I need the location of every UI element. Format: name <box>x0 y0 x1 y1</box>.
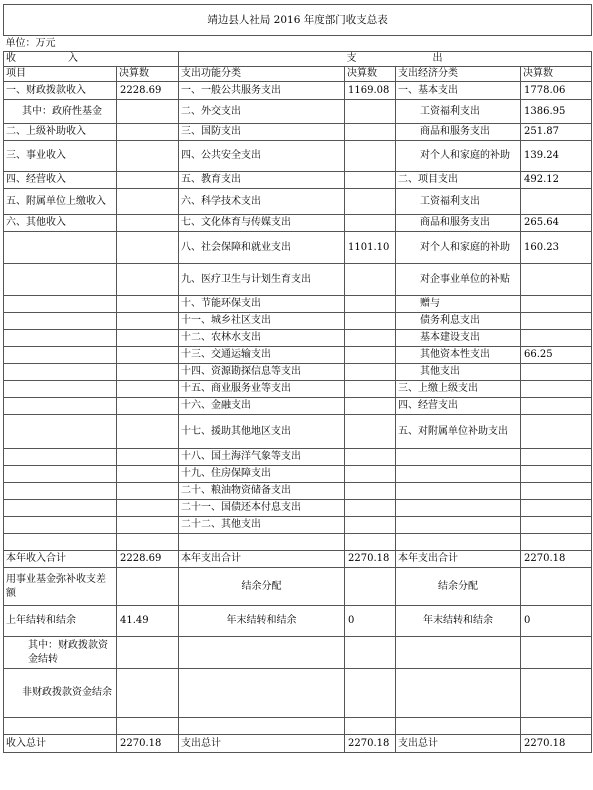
economic-amount-cell <box>521 415 592 449</box>
function-item-cell <box>179 534 345 551</box>
income-item-cell <box>4 483 117 500</box>
function-item-cell: 二十、粮油物资储备支出 <box>179 483 345 500</box>
income-item-cell: 其中：政府性基金 <box>4 100 117 124</box>
function-item-cell: 二十二、其他支出 <box>179 517 345 534</box>
function-amount-cell <box>345 534 396 551</box>
economic-item-cell: 年末结转和结余 <box>396 606 521 637</box>
income-item-cell <box>4 381 117 398</box>
income-item-cell: 三、事业收入 <box>4 141 117 172</box>
economic-amount-cell <box>521 313 592 330</box>
function-item-cell <box>179 718 345 735</box>
function-item-cell: 九、医疗卫生与计划生育支出 <box>179 264 345 296</box>
income-amount-cell <box>117 215 179 232</box>
income-amount-cell <box>117 296 179 313</box>
economic-item-cell <box>396 500 521 517</box>
income-amount-cell <box>117 517 179 534</box>
function-item-cell: 一、一般公共服务支出 <box>179 82 345 100</box>
income-amount-cell <box>117 718 179 735</box>
function-item-cell: 七、文化体育与传媒支出 <box>179 215 345 232</box>
economic-item-cell <box>396 483 521 500</box>
income-amount-cell: 2228.69 <box>117 551 179 568</box>
economic-amount-cell <box>521 466 592 483</box>
function-amount-cell <box>345 415 396 449</box>
economic-amount-cell <box>521 669 592 718</box>
economic-item-cell: 工资福利支出 <box>396 100 521 124</box>
economic-item-cell <box>396 637 521 669</box>
income-item-cell <box>4 718 117 735</box>
income-amount-cell: 2228.69 <box>117 82 179 100</box>
economic-amount-cell: 2270.18 <box>521 551 592 568</box>
income-item-cell <box>4 330 117 347</box>
income-item-cell: 其中：财政拨款资金结转 <box>4 637 117 669</box>
budget-table <box>3 4 592 753</box>
header-cell: 支出功能分类 <box>179 67 345 82</box>
function-item-cell: 十、节能环保支出 <box>179 296 345 313</box>
income-item-cell: 一、财政拨款收入 <box>4 82 117 100</box>
income-item-cell: 非财政拨款资金结余 <box>4 669 117 718</box>
economic-amount-cell: 1386.95 <box>521 100 592 124</box>
income-item-cell <box>4 398 117 415</box>
economic-amount-cell <box>521 718 592 735</box>
income-amount-cell <box>117 264 179 296</box>
economic-item-cell: 四、经营支出 <box>396 398 521 415</box>
table-row <box>4 381 592 398</box>
function-item-cell: 二十一、国债还本付息支出 <box>179 500 345 517</box>
economic-amount-cell <box>521 264 592 296</box>
economic-amount-cell <box>521 398 592 415</box>
income-item-cell: 收入总计 <box>4 735 117 753</box>
function-amount-cell <box>345 100 396 124</box>
function-item-cell: 十七、援助其他地区支出 <box>179 415 345 449</box>
economic-item-cell <box>396 669 521 718</box>
table-row <box>4 637 592 669</box>
table-row <box>4 398 592 415</box>
economic-item-cell: 本年支出合计 <box>396 551 521 568</box>
table-row <box>4 100 592 124</box>
economic-item-cell: 结余分配 <box>396 568 521 606</box>
function-item-cell: 六、科学技术支出 <box>179 189 345 215</box>
economic-amount-cell: 251.87 <box>521 124 592 141</box>
income-amount-cell <box>117 330 179 347</box>
table-row <box>4 232 592 264</box>
table-row <box>4 415 592 449</box>
economic-amount-cell <box>521 330 592 347</box>
function-item-cell: 年末结转和结余 <box>179 606 345 637</box>
economic-item-cell <box>396 517 521 534</box>
economic-amount-cell <box>521 534 592 551</box>
table-row <box>4 364 592 381</box>
function-item-cell <box>179 669 345 718</box>
income-item-cell <box>4 500 117 517</box>
function-amount-cell <box>345 398 396 415</box>
economic-amount-cell <box>521 637 592 669</box>
function-item-cell: 三、国防支出 <box>179 124 345 141</box>
income-amount-cell <box>117 141 179 172</box>
section-expense: 支 出 <box>345 52 592 67</box>
table-row <box>4 189 592 215</box>
table-row <box>4 215 592 232</box>
function-amount-cell: 2270.18 <box>345 551 396 568</box>
economic-item-cell: 三、上缴上级支出 <box>396 381 521 398</box>
economic-amount-cell: 139.24 <box>521 141 592 172</box>
economic-amount-cell <box>521 296 592 313</box>
economic-amount-cell <box>521 517 592 534</box>
income-amount-cell <box>117 669 179 718</box>
income-item-cell <box>4 313 117 330</box>
income-amount-cell <box>117 172 179 189</box>
table-row <box>4 330 592 347</box>
table-row <box>4 313 592 330</box>
income-item-cell <box>4 449 117 466</box>
economic-item-cell <box>396 534 521 551</box>
function-amount-cell <box>345 264 396 296</box>
function-item-cell: 四、公共安全支出 <box>179 141 345 172</box>
economic-item-cell: 二、项目支出 <box>396 172 521 189</box>
income-amount-cell <box>117 124 179 141</box>
economic-amount-cell: 0 <box>521 606 592 637</box>
function-amount-cell <box>345 466 396 483</box>
table-row <box>4 551 592 568</box>
table-row <box>4 347 592 364</box>
income-amount-cell: 2270.18 <box>117 735 179 753</box>
economic-item-cell: 其他资本性支出 <box>396 347 521 364</box>
function-item-cell: 支出总计 <box>179 735 345 753</box>
economic-item-cell: 对个人和家庭的补助 <box>396 141 521 172</box>
table-title: 靖边县人社局 2016 年度部门收支总表 <box>4 5 592 36</box>
function-item-cell: 五、教育支出 <box>179 172 345 189</box>
header-cell: 支出经济分类 <box>396 67 521 82</box>
income-amount-cell <box>117 364 179 381</box>
table-row <box>4 500 592 517</box>
income-amount-cell <box>117 415 179 449</box>
economic-amount-cell <box>521 483 592 500</box>
income-amount-cell <box>117 483 179 500</box>
header-cell: 决算数 <box>117 67 179 82</box>
function-amount-cell <box>345 347 396 364</box>
income-item-cell <box>4 232 117 264</box>
economic-item-cell <box>396 466 521 483</box>
function-amount-cell <box>345 172 396 189</box>
economic-amount-cell <box>521 500 592 517</box>
income-item-cell <box>4 364 117 381</box>
economic-amount-cell <box>521 189 592 215</box>
income-amount-cell <box>117 500 179 517</box>
table-row <box>4 466 592 483</box>
function-amount-cell <box>345 517 396 534</box>
income-amount-cell <box>117 534 179 551</box>
header-cell: 决算数 <box>345 67 396 82</box>
income-item-cell: 二、上级补助收入 <box>4 124 117 141</box>
table-row <box>4 517 592 534</box>
function-item-cell: 十二、农林水支出 <box>179 330 345 347</box>
function-amount-cell: 1101.10 <box>345 232 396 264</box>
income-amount-cell <box>117 313 179 330</box>
economic-amount-cell: 1778.06 <box>521 82 592 100</box>
table-row <box>4 172 592 189</box>
economic-item-cell <box>396 449 521 466</box>
function-amount-cell <box>345 381 396 398</box>
table-row <box>4 606 592 637</box>
table-row <box>4 141 592 172</box>
economic-amount-cell: 160.23 <box>521 232 592 264</box>
economic-amount-cell: 492.12 <box>521 172 592 189</box>
header-cell: 决算数 <box>521 67 592 82</box>
section-income: 收 入 <box>4 52 179 67</box>
function-amount-cell <box>345 189 396 215</box>
income-amount-cell <box>117 398 179 415</box>
economic-item-cell: 一、基本支出 <box>396 82 521 100</box>
function-amount-cell <box>345 483 396 500</box>
function-amount-cell <box>345 296 396 313</box>
income-amount-cell: 41.49 <box>117 606 179 637</box>
function-amount-cell: 2270.18 <box>345 735 396 753</box>
economic-item-cell: 债务利息支出 <box>396 313 521 330</box>
economic-item-cell: 商品和服务支出 <box>396 215 521 232</box>
income-amount-cell <box>117 637 179 669</box>
table-row <box>4 568 592 606</box>
economic-amount-cell: 265.64 <box>521 215 592 232</box>
income-item-cell: 上年结转和结余 <box>4 606 117 637</box>
function-amount-cell <box>345 364 396 381</box>
economic-item-cell: 支出总计 <box>396 735 521 753</box>
function-item-cell: 十五、商业服务业等支出 <box>179 381 345 398</box>
economic-item-cell <box>396 718 521 735</box>
income-amount-cell <box>117 189 179 215</box>
header-cell: 项目 <box>4 67 117 82</box>
table-row <box>4 718 592 735</box>
economic-amount-cell <box>521 381 592 398</box>
table-row <box>4 82 592 100</box>
function-amount-cell <box>345 637 396 669</box>
economic-item-cell: 基本建设支出 <box>396 330 521 347</box>
function-item-cell: 十三、交通运输支出 <box>179 347 345 364</box>
table-row <box>4 669 592 718</box>
income-item-cell <box>4 296 117 313</box>
function-item-cell: 八、社会保障和就业支出 <box>179 232 345 264</box>
income-item-cell <box>4 264 117 296</box>
income-amount-cell <box>117 347 179 364</box>
function-item-cell: 本年支出合计 <box>179 551 345 568</box>
function-amount-cell <box>345 124 396 141</box>
table-row <box>4 735 592 753</box>
table-row <box>4 296 592 313</box>
income-amount-cell <box>117 100 179 124</box>
economic-item-cell: 对个人和家庭的补助 <box>396 232 521 264</box>
function-amount-cell <box>345 669 396 718</box>
income-amount-cell <box>117 381 179 398</box>
economic-amount-cell: 66.25 <box>521 347 592 364</box>
function-amount-cell: 0 <box>345 606 396 637</box>
function-item-cell: 结余分配 <box>179 568 345 606</box>
income-item-cell: 四、经营收入 <box>4 172 117 189</box>
income-item-cell <box>4 517 117 534</box>
income-amount-cell <box>117 466 179 483</box>
function-item-cell: 十九、住房保障支出 <box>179 466 345 483</box>
table-row <box>4 124 592 141</box>
function-amount-cell <box>345 330 396 347</box>
table-row <box>4 264 592 296</box>
function-amount-cell <box>345 718 396 735</box>
income-item-cell: 本年收入合计 <box>4 551 117 568</box>
income-item-cell <box>4 415 117 449</box>
income-item-cell <box>4 534 117 551</box>
function-amount-cell <box>345 313 396 330</box>
income-item-cell <box>4 466 117 483</box>
function-amount-cell <box>345 215 396 232</box>
function-item-cell: 十六、金融支出 <box>179 398 345 415</box>
table-row <box>4 534 592 551</box>
economic-amount-cell <box>521 568 592 606</box>
economic-item-cell: 五、对附属单位补助支出 <box>396 415 521 449</box>
economic-amount-cell: 2270.18 <box>521 735 592 753</box>
economic-item-cell: 赠与 <box>396 296 521 313</box>
function-amount-cell: 1169.08 <box>345 82 396 100</box>
function-amount-cell <box>345 500 396 517</box>
economic-item-cell: 其他支出 <box>396 364 521 381</box>
function-item-cell: 十四、资源勘探信息等支出 <box>179 364 345 381</box>
income-amount-cell <box>117 232 179 264</box>
unit-label: 单位：万元 <box>4 36 592 52</box>
income-item-cell: 六、其他收入 <box>4 215 117 232</box>
function-amount-cell <box>345 141 396 172</box>
function-item-cell: 二、外交支出 <box>179 100 345 124</box>
income-item-cell: 五、附属单位上缴收入 <box>4 189 117 215</box>
economic-item-cell: 商品和服务支出 <box>396 124 521 141</box>
income-amount-cell <box>117 568 179 606</box>
economic-item-cell: 对企事业单位的补贴 <box>396 264 521 296</box>
function-amount-cell <box>345 449 396 466</box>
function-item-cell: 十八、国土海洋气象等支出 <box>179 449 345 466</box>
economic-item-cell: 工资福利支出 <box>396 189 521 215</box>
income-item-cell <box>4 347 117 364</box>
table-row <box>4 483 592 500</box>
economic-amount-cell <box>521 449 592 466</box>
function-amount-cell <box>345 568 396 606</box>
income-item-cell: 用事业基金弥补收支差额 <box>4 568 117 606</box>
function-item-cell <box>179 637 345 669</box>
table-row <box>4 449 592 466</box>
function-item-cell: 十一、城乡社区支出 <box>179 313 345 330</box>
economic-amount-cell <box>521 364 592 381</box>
income-amount-cell <box>117 449 179 466</box>
